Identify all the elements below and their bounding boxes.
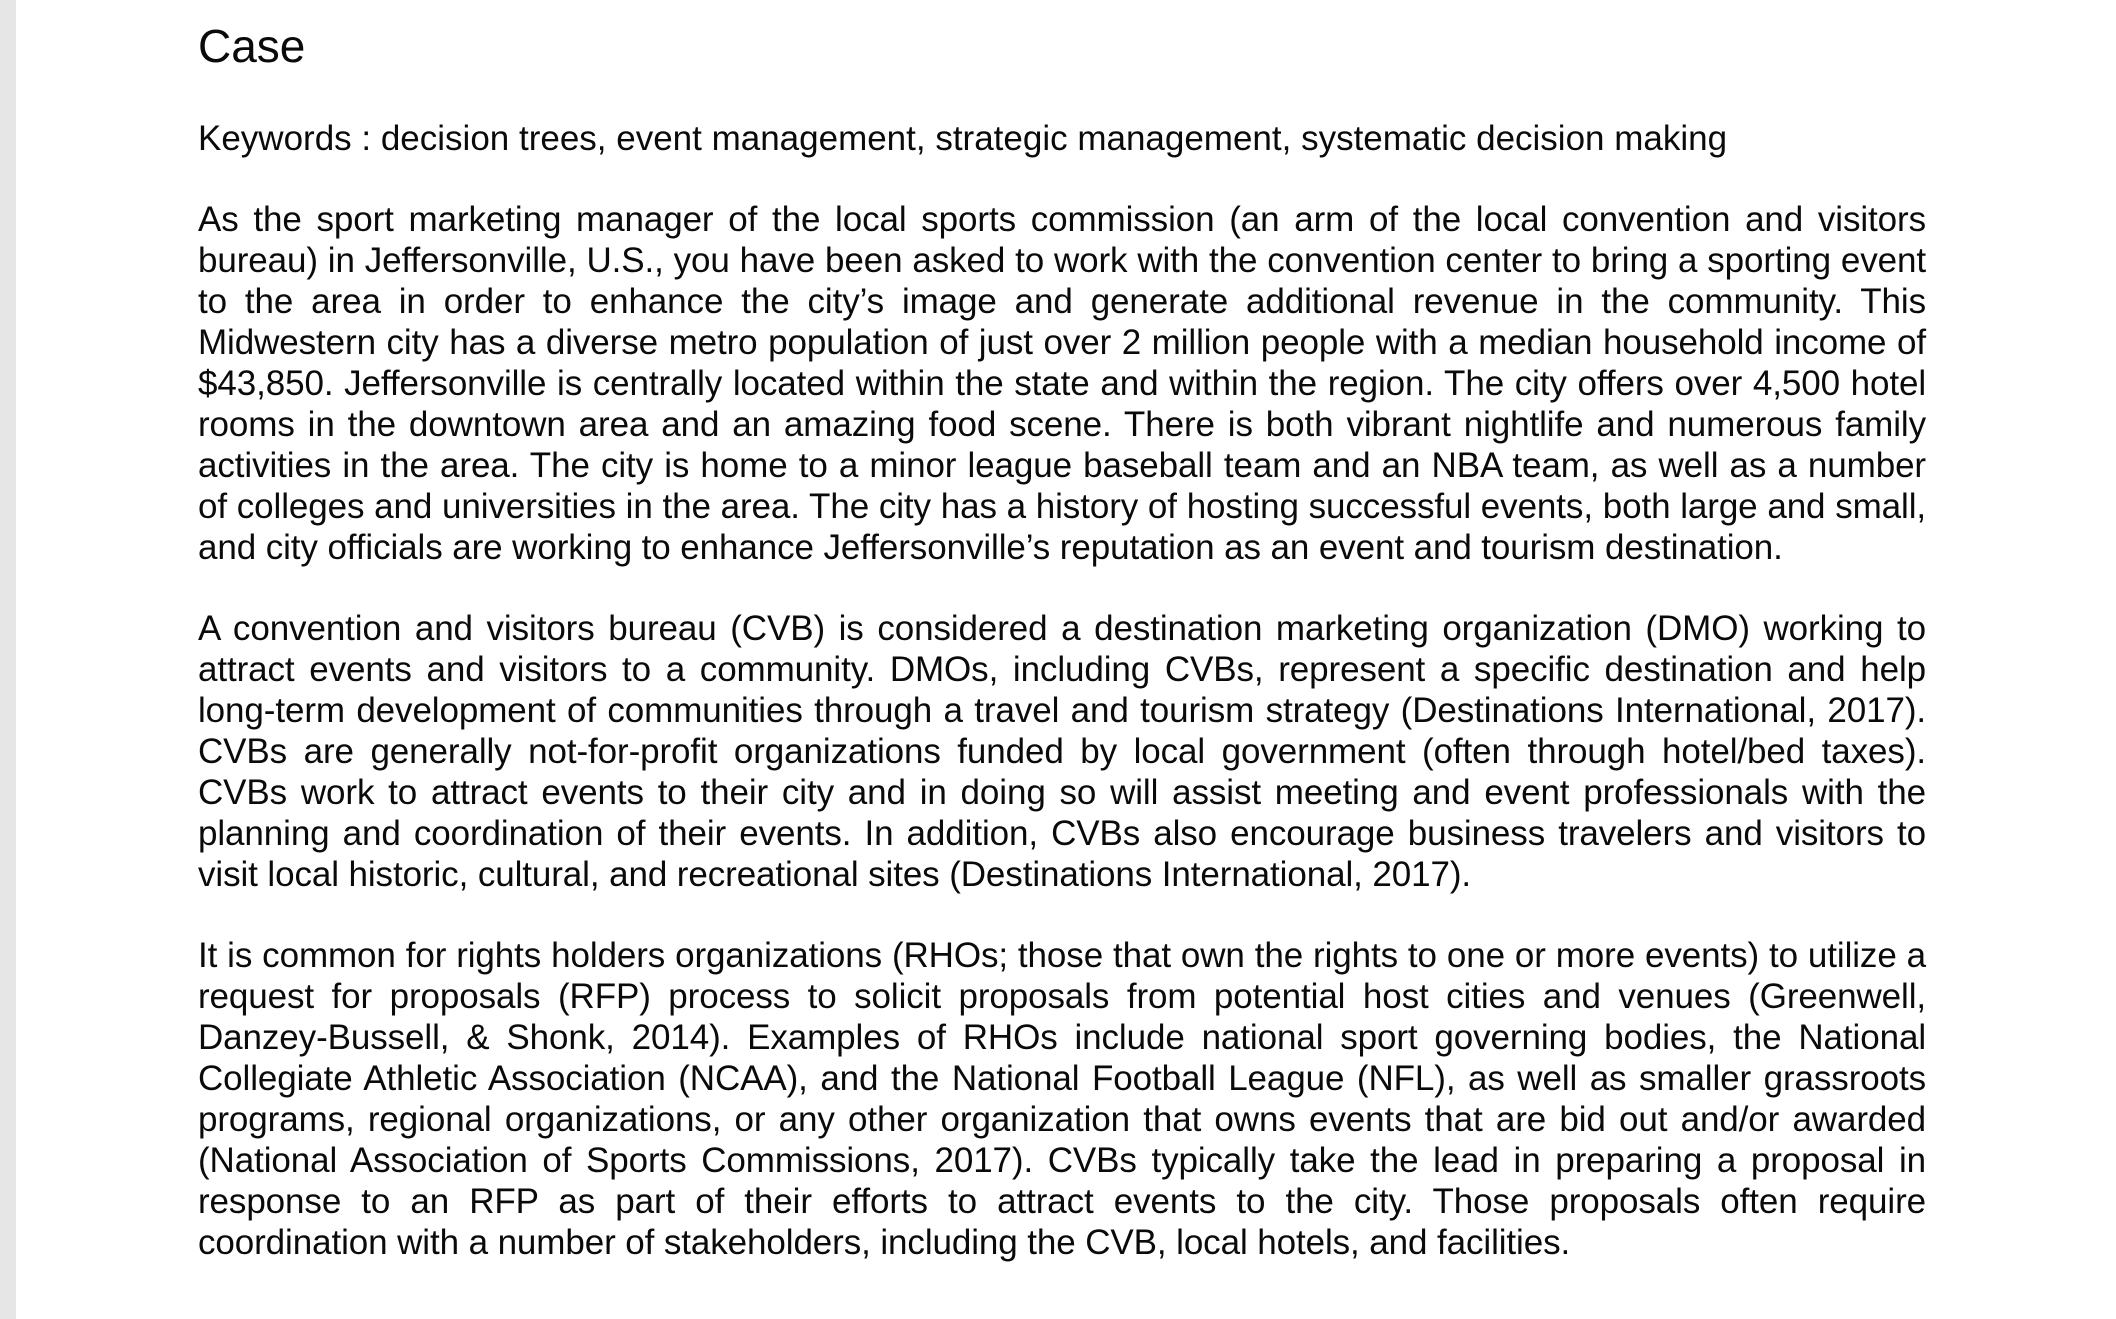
paragraph-intro: As the sport marketing manager of the local sports commission (an arm of the local convention and visitors bureau) in Jeffersonville, U.S., you have been asked to work with the convention center to bring a sporting event to the area in order to enhance the city’s image and generate additional revenue in the community. This Midwestern city has a diverse metro population of just over 2 million people with a median household income of $43,850. Jeffersonville is centrally located within the state and within the region. The city offers over 4,500 hotel rooms in the downtown area and an amazing food scene. There is both vibrant nightlife and numerous family activities in the area. The city is home to a minor league baseball team and an NBA team, as well as a number of colleges and universities in the area. The city has a history of hosting successful events, both large and small, and city officials are working to enhance Jeffersonville’s reputation as an event and tourism destination. (198, 200, 1926, 567)
section-heading: Case (198, 20, 306, 72)
keywords-line: Keywords : decision trees, event management, strategic management, systematic decision making (198, 119, 1728, 158)
document-page (16, 0, 2116, 1319)
paragraph-cvb: A convention and visitors bureau (CVB) is considered a destination marketing organization (DMO) working to attract events and visitors to a community. DMOs, including CVBs, represent a specific destination and help long-term development of communities through a travel and tourism strategy (Destinations International, 2017). CVBs are generally not-for-profit organizations funded by local government (often through hotel/bed taxes). CVBs work to attract events to their city and in doing so will assist meeting and event professionals with the planning and coordination of their events. In addition, CVBs also encourage business travelers and visitors to visit local historic, cultural, and recreational sites (Destinations International, 2017). (198, 609, 1926, 894)
document-content (198, 16, 1926, 1303)
paragraph-rho: It is common for rights holders organizations (RHOs; those that own the rights to one or more events) to utilize a request for proposals (RFP) process to solicit proposals from potential host cities and venues (Greenwell, Danzey-Bussell, & Shonk, 2014). Examples of RHOs include national sport governing bodies, the National Collegiate Athletic Association (NCAA), and the National Football League (NFL), as well as smaller grassroots programs, regional organizations, or any other organization that owns events that are bid out and/or awarded (National Association of Sports Commissions, 2017). CVBs typically take the lead in preparing a proposal in response to an RFP as part of their efforts to attract events to the city. Those proposals often require coordination with a number of stakeholders, including the CVB, local hotels, and facilities. (198, 936, 1926, 1262)
